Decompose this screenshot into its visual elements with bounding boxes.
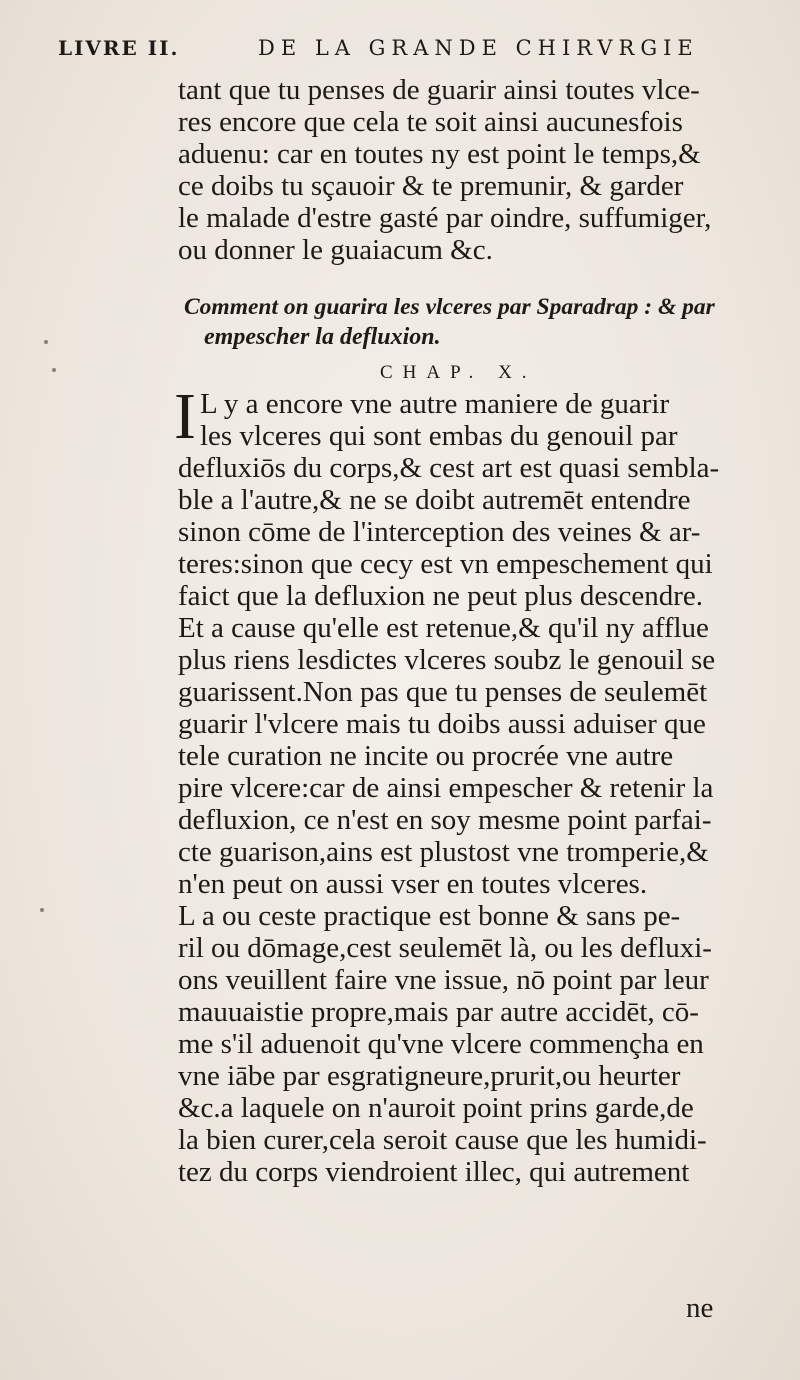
text-line: la bien curer,cela seroit cause que les humidi- (178, 1124, 707, 1156)
chapter-title (184, 292, 724, 352)
text-line: tez du corps viendroient illec, qui autrement (178, 1156, 690, 1188)
text-line: Et a cause qu'elle est retenue,& qu'il ny afflue (178, 612, 709, 644)
text-line: les vlceres qui sont embas du genouil par (199, 420, 678, 452)
text-line: n'en peut on aussi vser en toutes vlceres. (178, 868, 648, 900)
catchword: ne (686, 1292, 714, 1324)
paper-speck (40, 908, 44, 912)
text-line: ou donner le guaiacum &c. (178, 234, 493, 266)
text-line: L a ou ceste practique est bonne & sans pe- (178, 900, 681, 932)
text-line: plus riens lesdictes vlceres soubz le genouil se (178, 644, 716, 676)
text-line: le malade d'estre gasté par oindre, suffumiger, (178, 202, 712, 234)
text-line: defluxiōs du corps,& cest art est quasi sembla- (178, 452, 720, 484)
text-line: L y a encore vne autre maniere de guarir (199, 388, 670, 420)
running-head-book-number: LIVRE II. (58, 36, 180, 60)
text-line: mauuaistie propre,mais par autre accidēt, cō- (178, 996, 699, 1028)
chapter-title-line-2: empescher la defluxion. (204, 324, 441, 350)
running-head-title: DE LA GRANDE CHIRVRGIE (258, 36, 699, 60)
text-line: tant que tu penses de guarir ainsi toutes vlce- (178, 74, 700, 106)
drop-cap: I (174, 380, 196, 453)
text-line: aduenu: car en toutes ny est point le temps,& (178, 138, 701, 170)
text-line: ce doibs tu sçauoir & te premunir, & garder (178, 170, 684, 202)
text-line: cte guarison,ains est plustost vne tromperie,& (178, 836, 709, 868)
paper-speck (52, 368, 56, 372)
text-line: me s'il aduenoit qu'vne vlcere commençha en (178, 1028, 704, 1060)
chapter-title-line-1: Comment on guarira les vlceres par Sparadrap : & par (184, 294, 715, 320)
text-line: tele curation ne incite ou procrée vne autre (178, 740, 674, 772)
text-line: faict que la defluxion ne peut plus descendre. (178, 580, 704, 612)
text-line: ril ou dōmage,cest seulemēt là, ou les defluxi- (178, 932, 712, 964)
text-line: &c.a laquele on n'auroit point prins garde,de (178, 1092, 694, 1124)
intro-paragraph (178, 74, 738, 266)
text-line: teres:sinon que cecy est vn empeschement qui (178, 548, 713, 580)
body-text (174, 380, 738, 1188)
text-line: ble a l'autre,& ne se doibt autremēt entendre (178, 484, 691, 516)
text-line: sinon cōme de l'interception des veines & ar- (178, 516, 701, 548)
text-line: ons veuillent faire vne issue, nō point par leur (178, 964, 709, 996)
running-head (0, 36, 800, 66)
text-line: pire vlcere:car de ainsi empescher & retenir la (178, 772, 714, 804)
text-line: defluxion, ce n'est en soy mesme point parfai- (178, 804, 712, 836)
text-line: res encore que cela te soit ainsi aucunesfois (178, 106, 683, 138)
text-line: guarir l'vlcere mais tu doibs aussi aduiser que (178, 708, 706, 740)
chapter-label: CHAP. X. (380, 362, 537, 383)
text-line: guarissent.Non pas que tu penses de seulemēt (178, 676, 708, 708)
text-line: vne iābe par esgratigneure,prurit,ou heurter (178, 1060, 681, 1092)
paper-speck (44, 340, 48, 344)
